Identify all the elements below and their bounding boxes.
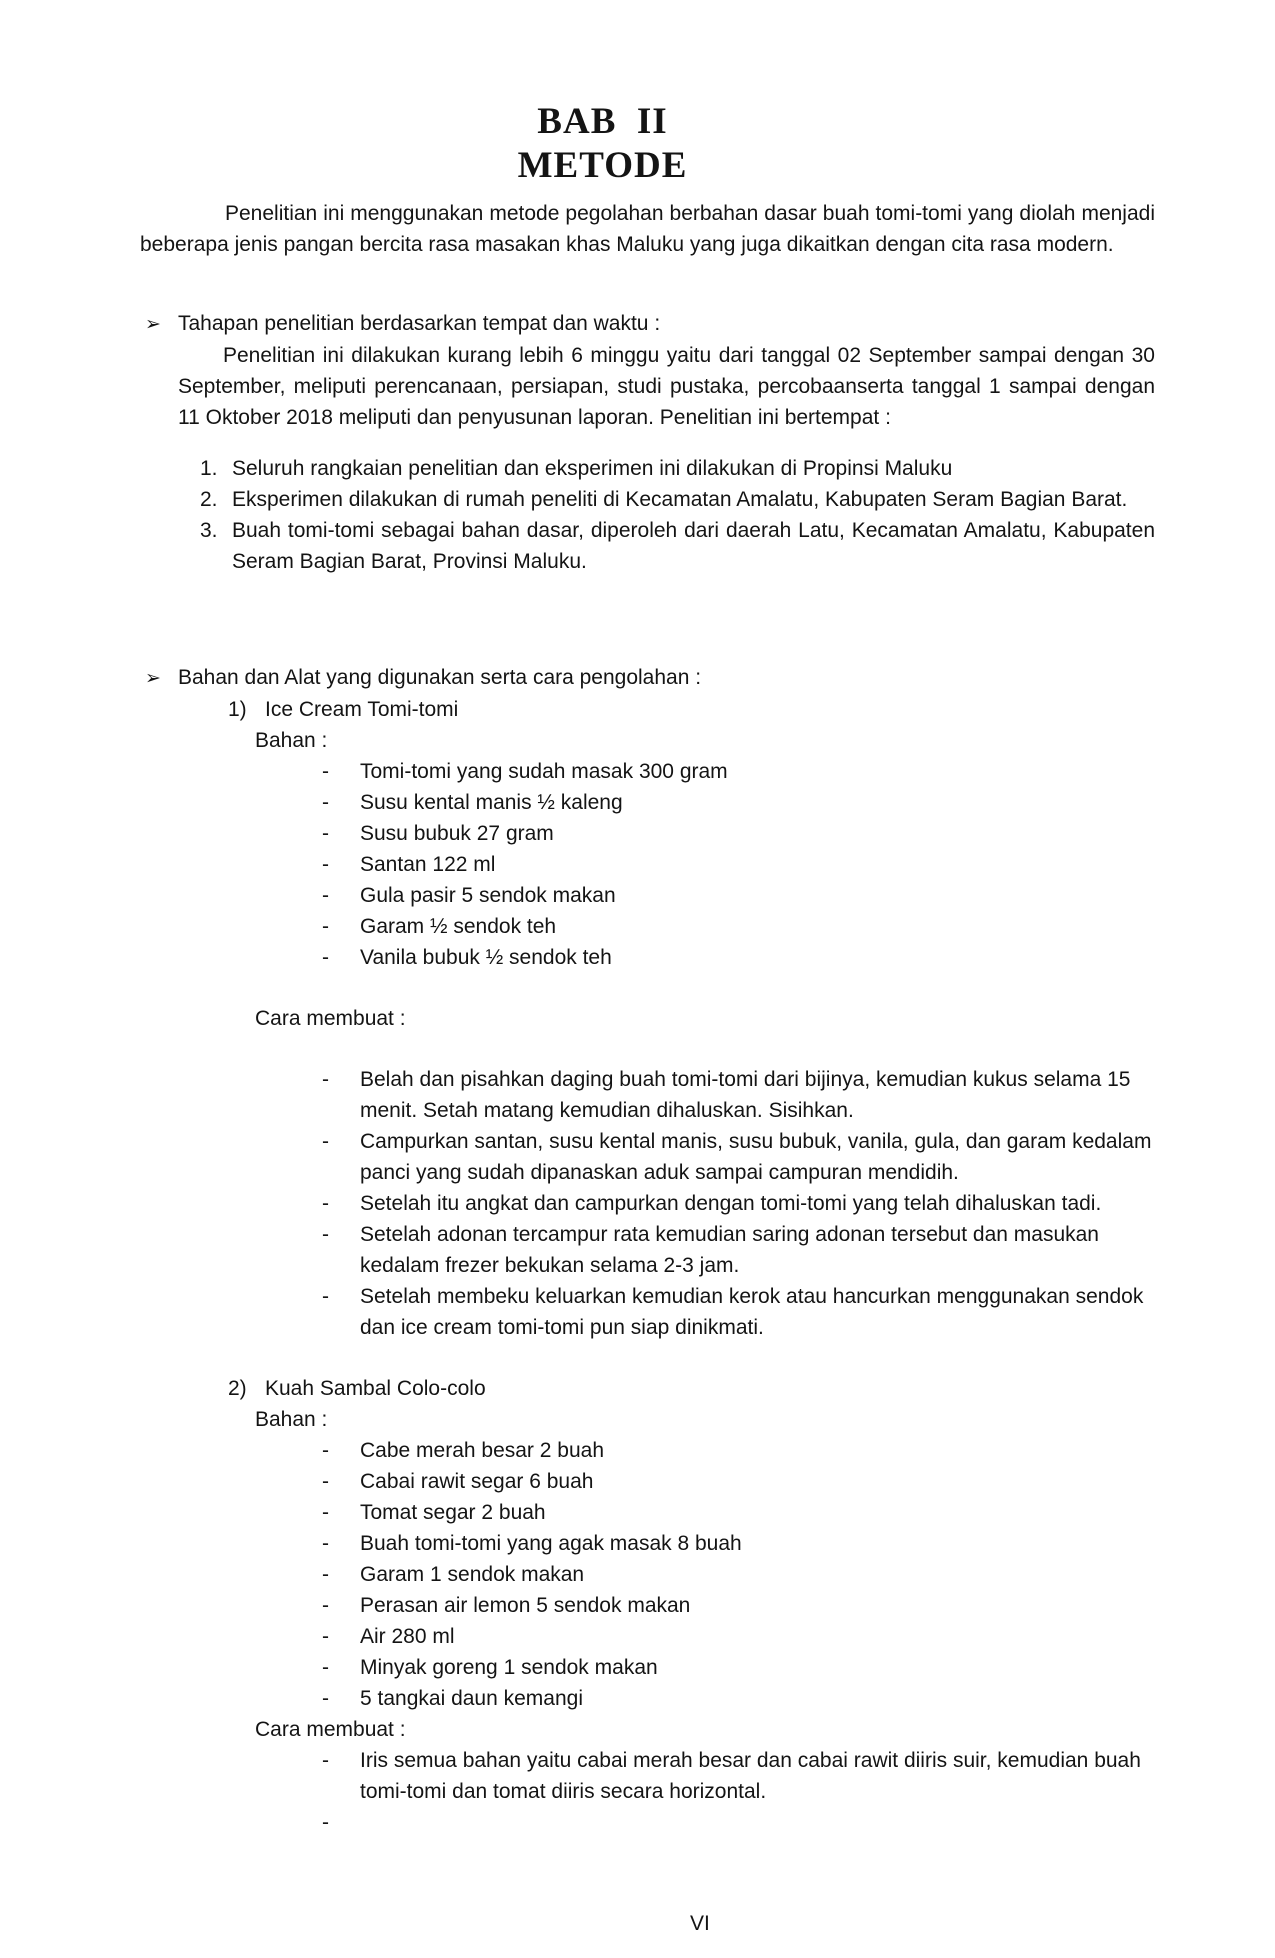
ingredient-text: Minyak goreng 1 sendok makan xyxy=(360,1656,658,1679)
dash-bullet: - xyxy=(322,946,329,969)
ingredient-text: Susu kental manis ½ kaleng xyxy=(360,791,623,814)
step-item xyxy=(322,1188,1155,1219)
recipe-1-title xyxy=(228,694,1155,725)
dash-bullet: - xyxy=(322,1656,329,1679)
recipe-2-cara-label: Cara membuat : xyxy=(255,1718,406,1741)
ingredient-text: 5 tangkai daun kemangi xyxy=(360,1687,583,1710)
dash-bullet: - xyxy=(322,1625,329,1648)
recipe-name: Kuah Sambal Colo-colo xyxy=(265,1377,486,1400)
ingredient-text: Gula pasir 5 sendok makan xyxy=(360,884,616,907)
recipe-2-ingredient-list xyxy=(140,1435,1155,1714)
dash-bullet: - xyxy=(322,1687,329,1710)
list-item xyxy=(200,453,1155,484)
ingredient-text: Garam ½ sendok teh xyxy=(360,915,557,938)
recipe-2-title xyxy=(228,1373,1155,1404)
ingredient-item xyxy=(322,1528,1155,1559)
ingredient-text: Cabe merah besar 2 buah xyxy=(360,1439,604,1462)
step-item xyxy=(322,1064,1155,1126)
title-block xyxy=(140,100,1155,188)
list-item-text: Eksperimen dilakukan di rumah peneliti di Kecamatan Amalatu, Kabupaten Seram Bagian Barat. xyxy=(232,488,1128,511)
ingredient-item xyxy=(322,756,1155,787)
step-item xyxy=(322,1126,1155,1188)
arrow-bullet-icon: ➢ xyxy=(145,668,161,689)
dash-bullet: - xyxy=(322,1594,329,1617)
ingredient-item xyxy=(322,911,1155,942)
recipe-2-step-list xyxy=(140,1745,1155,1838)
chapter-number-title: BAB II xyxy=(537,101,668,142)
step-text: Belah dan pisahkan daging buah tomi-tomi dari bijinya, kemudian kukus selama 15 menit. Setah matang kemudian dihaluskan. Sisihkan. xyxy=(360,1068,1131,1122)
step-text: Setelah adonan tercampur rata kemudian saring adonan tersebut dan masukan kedalam frezer bekukan selama 2-3 jam. xyxy=(360,1223,1099,1277)
dash-bullet: - xyxy=(322,822,329,845)
step-item xyxy=(322,1807,1155,1838)
dash-bullet: - xyxy=(322,853,329,876)
dash-bullet: - xyxy=(322,1130,329,1153)
dash-bullet: - xyxy=(322,1068,329,1091)
recipe-1-cara-label: Cara membuat : xyxy=(255,1007,406,1030)
tahapan-location-list xyxy=(200,453,1155,577)
dash-bullet: - xyxy=(322,1811,329,1834)
spacer xyxy=(140,1343,1155,1373)
list-item-number: 3. xyxy=(200,519,218,542)
tahapan-paragraph: Penelitian ini dilakukan kurang lebih 6 minggu yaitu dari tanggal 02 September sampai dengan 30 September, meliputi perencanaan, persiapan, studi pustaka, percobaanserta tanggal 1 sampai dengan 11 Oktober 2018 meliputi dan penyusunan laporan. Penelitian ini bertempat : xyxy=(178,344,1155,429)
ingredient-text: Vanila bubuk ½ sendok teh xyxy=(360,946,612,969)
recipe-1-ingredient-list xyxy=(140,756,1155,973)
ingredient-item xyxy=(322,1652,1155,1683)
ingredient-item xyxy=(322,818,1155,849)
section-bahan-alat-heading-text: Bahan dan Alat yang digunakan serta cara pengolahan : xyxy=(178,666,702,689)
ingredient-text: Tomi-tomi yang sudah masak 300 gram xyxy=(360,760,728,783)
ingredient-text: Susu bubuk 27 gram xyxy=(360,822,554,845)
ingredient-text: Buah tomi-tomi yang agak masak 8 buah xyxy=(360,1532,742,1555)
ingredient-item xyxy=(322,942,1155,973)
ingredient-item xyxy=(322,849,1155,880)
ingredient-item xyxy=(322,1621,1155,1652)
dash-bullet: - xyxy=(322,1192,329,1215)
recipe-number: 1) xyxy=(228,698,247,721)
ingredient-item xyxy=(322,1435,1155,1466)
recipe-1-step-list xyxy=(140,1064,1155,1343)
ingredient-text: Santan 122 ml xyxy=(360,853,496,876)
dash-bullet: - xyxy=(322,1563,329,1586)
dash-bullet: - xyxy=(322,1749,329,1772)
section-tahapan-heading-text: Tahapan penelitian berdasarkan tempat dan waktu : xyxy=(178,312,661,335)
dash-bullet: - xyxy=(322,1285,329,1308)
dash-bullet: - xyxy=(322,1439,329,1462)
ingredient-item xyxy=(322,1683,1155,1714)
list-item xyxy=(200,515,1155,577)
recipe-name: Ice Cream Tomi-tomi xyxy=(265,698,459,721)
ingredient-item xyxy=(322,1497,1155,1528)
step-item xyxy=(322,1219,1155,1281)
ingredient-text: Tomat segar 2 buah xyxy=(360,1501,546,1524)
arrow-bullet-icon: ➢ xyxy=(145,314,161,335)
intro-paragraph: Penelitian ini menggunakan metode pegolahan berbahan dasar buah tomi-tomi yang diolah menjadi beberapa jenis pangan bercita rasa masakan khas Maluku yang juga dikaitkan dengan cita rasa modern. xyxy=(140,202,1155,256)
ingredient-item xyxy=(322,1590,1155,1621)
step-text: Campurkan santan, susu kental manis, susu bubuk, vanila, gula, dan garam kedalam panci yang sudah dipanaskan aduk sampai campuran mendidih. xyxy=(360,1130,1152,1184)
page-number: VI xyxy=(690,1912,710,1935)
section-tahapan-heading xyxy=(140,308,1155,340)
ingredient-item xyxy=(322,1559,1155,1590)
list-item-number: 2. xyxy=(200,488,218,511)
list-item-text: Buah tomi-tomi sebagai bahan dasar, diperoleh dari daerah Latu, Kecamatan Amalatu, Kabupaten Seram Bagian Barat, Provinsi Maluku. xyxy=(232,519,1155,573)
dash-bullet: - xyxy=(322,1532,329,1555)
step-item xyxy=(322,1281,1155,1343)
chapter-name-title: METODE xyxy=(517,145,688,186)
dash-bullet: - xyxy=(322,884,329,907)
spacer xyxy=(140,1034,1155,1064)
dash-bullet: - xyxy=(322,1223,329,1246)
dash-bullet: - xyxy=(322,760,329,783)
recipe-1-bahan-label: Bahan : xyxy=(255,729,328,752)
recipe-2-bahan-label: Bahan : xyxy=(255,1408,328,1431)
dash-bullet: - xyxy=(322,915,329,938)
ingredient-text: Cabai rawit segar 6 buah xyxy=(360,1470,594,1493)
dash-bullet: - xyxy=(322,1501,329,1524)
step-text: Setelah membeku keluarkan kemudian kerok atau hancurkan menggunakan sendok dan ice cream tomi-tomi pun siap dinikmati. xyxy=(360,1285,1144,1339)
ingredient-item xyxy=(322,1466,1155,1497)
ingredient-item xyxy=(322,787,1155,818)
section-bahan-alat-heading xyxy=(140,662,1155,694)
list-item xyxy=(200,484,1155,515)
dash-bullet: - xyxy=(322,1470,329,1493)
ingredient-text: Perasan air lemon 5 sendok makan xyxy=(360,1594,691,1617)
spacer xyxy=(140,973,1155,1003)
ingredient-text: Garam 1 sendok makan xyxy=(360,1563,585,1586)
list-item-text: Seluruh rangkaian penelitian dan eksperimen ini dilakukan di Propinsi Maluku xyxy=(232,457,953,480)
recipe-number: 2) xyxy=(228,1377,247,1400)
step-item xyxy=(322,1745,1155,1807)
list-item-number: 1. xyxy=(200,457,218,480)
ingredient-item xyxy=(322,880,1155,911)
step-text: Setelah itu angkat dan campurkan dengan tomi-tomi yang telah dihaluskan tadi. xyxy=(360,1192,1102,1215)
dash-bullet: - xyxy=(322,791,329,814)
section-spacer xyxy=(140,577,1155,662)
ingredient-text: Air 280 ml xyxy=(360,1625,455,1648)
step-text: Iris semua bahan yaitu cabai merah besar dan cabai rawit diiris suir, kemudian buah tomi-tomi dan tomat diiris secara horizontal. xyxy=(360,1749,1141,1803)
